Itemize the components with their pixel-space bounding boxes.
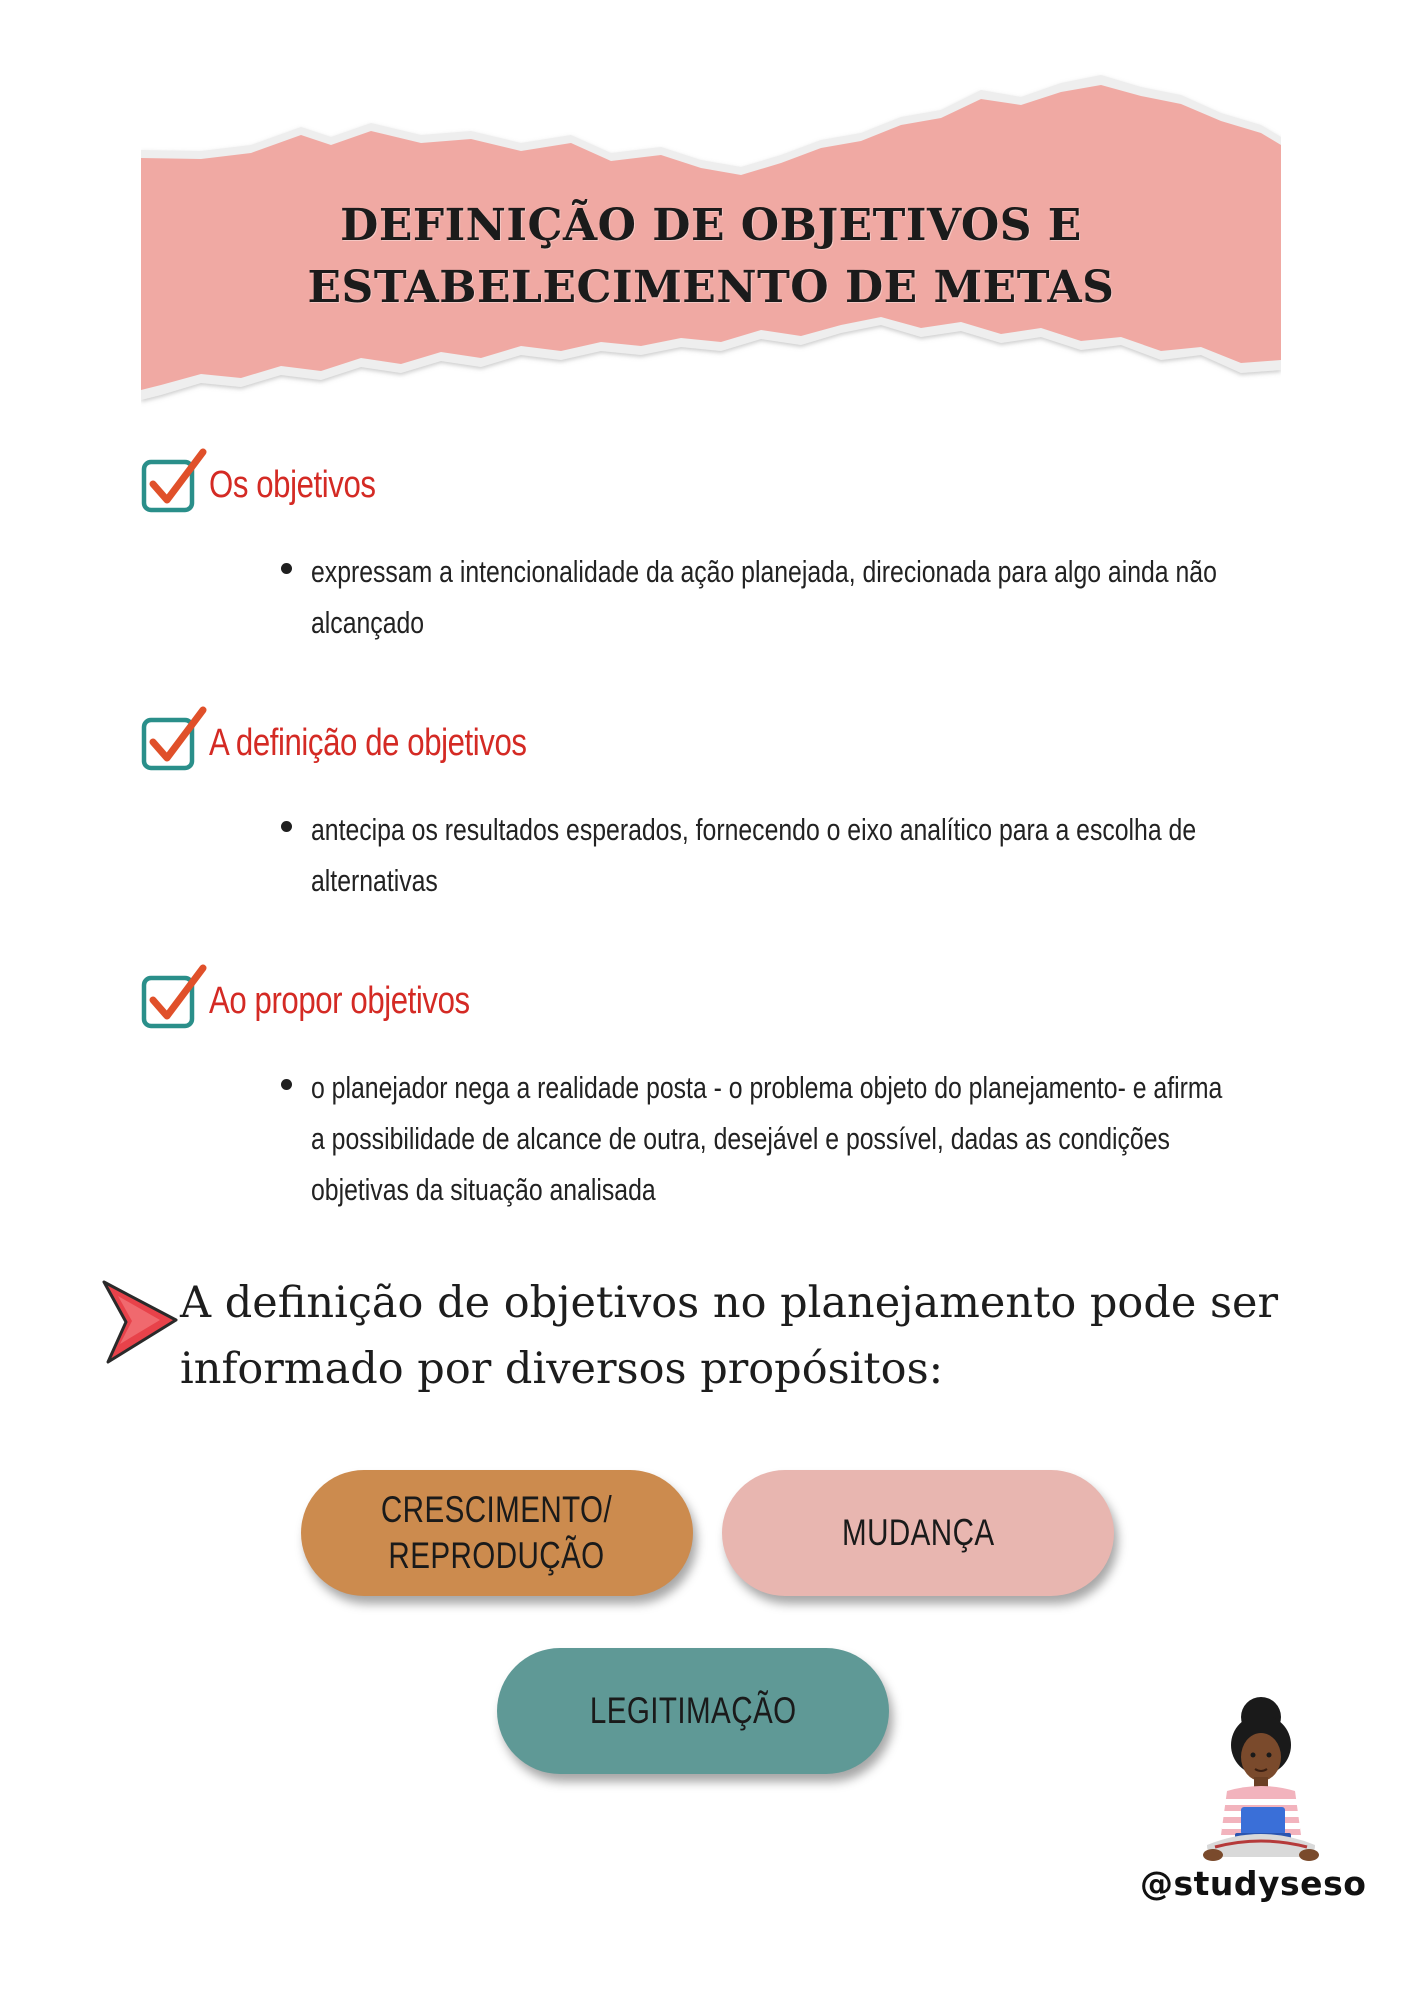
purpose-pill-label: LEGITIMAÇÃO [589, 1690, 797, 1731]
page-title-line-1: DEFINIÇÃO DE OBJETIVOS E [340, 200, 1082, 251]
checkbox-checked-icon [141, 964, 211, 1034]
purpose-pill-label-line-2: REPRODUÇÃO [388, 1535, 606, 1576]
section-title: Os objetivos [209, 464, 376, 506]
list-item [311, 1062, 1241, 1215]
page-title [141, 195, 1281, 319]
section-title: Ao propor objetivos [209, 980, 470, 1022]
list-item-text: expressam a intencionalidade da ação planejada, direcionada para algo ainda não alcançado [311, 554, 1217, 640]
checkbox-checked-icon [141, 448, 211, 518]
checkbox-checked-icon [141, 706, 211, 776]
section-heading [141, 448, 1281, 518]
section-heading [141, 706, 1281, 776]
bullet-dot-icon [281, 563, 292, 574]
section-heading [141, 964, 1281, 1034]
section-definicao-objetivos [141, 706, 1281, 906]
list-item [311, 804, 1241, 906]
purpose-pill-legitimacao [497, 1648, 889, 1774]
purposes-intro-text: A definição de objetivos no planejamento pode ser informado por diversos propósitos: [180, 1278, 1279, 1394]
purpose-pill-crescimento [301, 1470, 693, 1596]
purpose-pill-mudanca [722, 1470, 1114, 1596]
section-title: A definição de objetivos [209, 722, 527, 764]
arrow-right-icon [100, 1278, 180, 1368]
purpose-pill-label-line-1: CRESCIMENTO/ [381, 1489, 613, 1530]
section-os-objetivos [141, 448, 1281, 648]
bullet-dot-icon [281, 821, 292, 832]
bullet-dot-icon [281, 1079, 292, 1090]
student-with-laptop-icon [1185, 1695, 1335, 1865]
list-item [311, 546, 1241, 648]
purpose-pill-label [381, 1487, 612, 1579]
list-item-text: o planejador nega a realidade posta - o problema objeto do planejamento- e afirma a possibilidade de alcance de outra, desejável e possível, dadas as condições objetivas da situação analisada [311, 1070, 1223, 1207]
purpose-pill-label: MUDANÇA [841, 1512, 995, 1553]
list-item-text: antecipa os resultados esperados, fornecendo o eixo analítico para a escolha de alternativas [311, 812, 1197, 898]
section-ao-propor-objetivos [141, 964, 1281, 1215]
page-title-line-2: ESTABELECIMENTO DE METAS [307, 262, 1115, 313]
author-handle: @studyseso [1140, 1864, 1367, 1903]
header-banner [141, 55, 1281, 415]
